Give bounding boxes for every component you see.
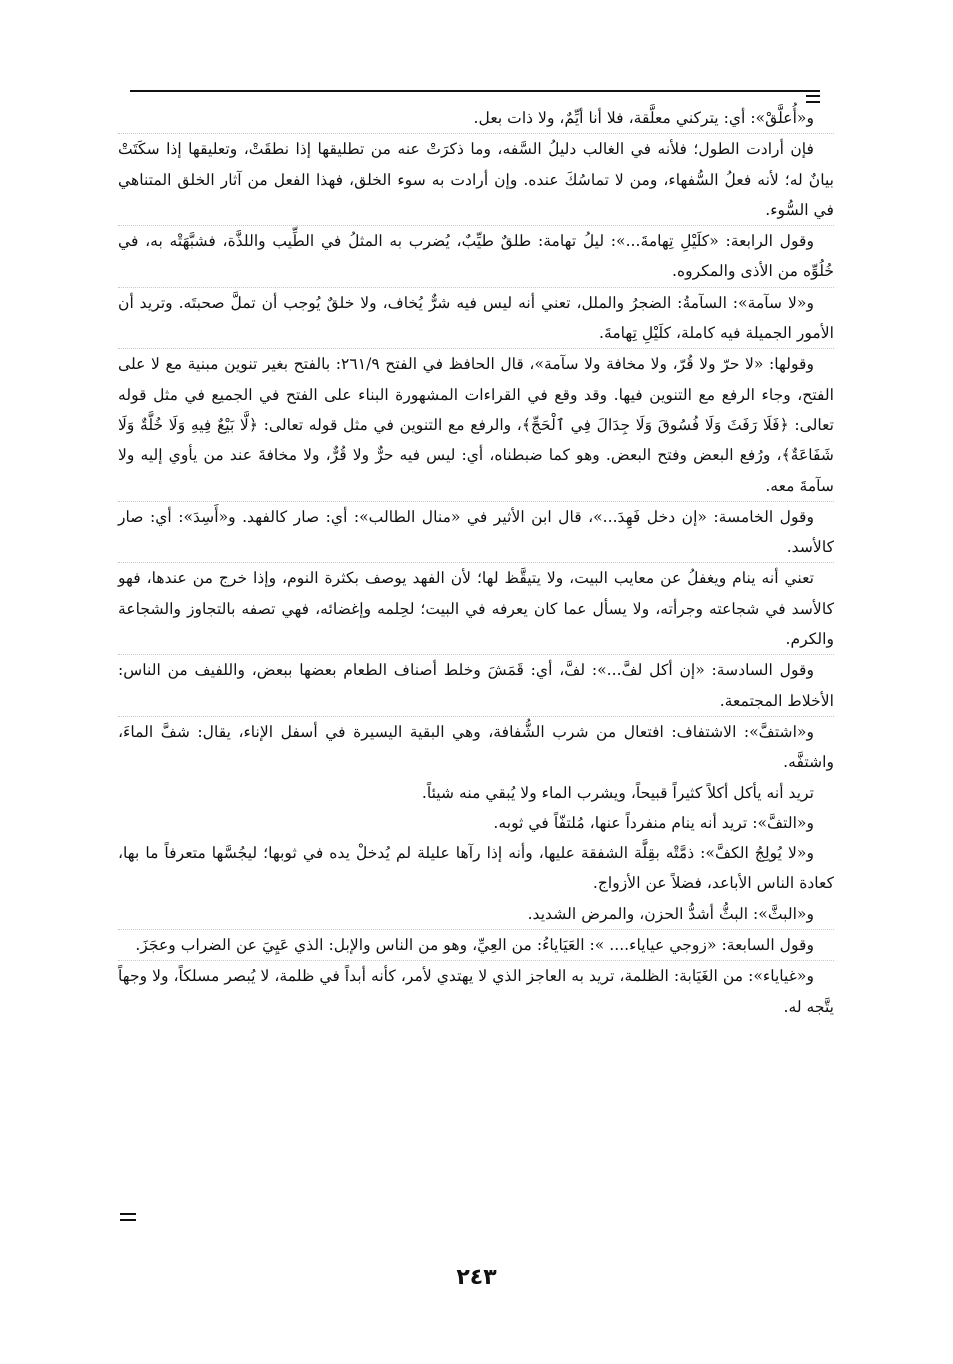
page-number: ٢٤٣ (456, 1265, 497, 1290)
paragraph-15: و«غياياء»: من الغَيَابة: الظلمة، تريد به العاجز الذي لا يهتدي لأمر، كأنه أبداً في ظلمة، لا يُبصر مسلكاً، ولا وجهاً يتَّجه له. (118, 960, 834, 1022)
paragraph-7: تعني أنه ينام ويغفلُ عن معايب البيت، ولا يتيقَّظ لها؛ لأن الفهد يوصف بكثرة النوم، وإذا خرج من عندها، فهو كالأسد في شجاعته وجرأته، ولا يسأل عما كان يعرفه في البيت؛ لحِلمه وإغضائه، فهي تصفه بالتجاوز والشجاعة والكرم. (118, 562, 834, 654)
paragraph-9: و«اشتفَّ»: الاشتفاف: افتعال من شرب الشُّفافة، وهي البقية اليسيرة في أسفل الإناء، يقال: شفَّ الماءَ، واشتفَّه. (118, 716, 834, 778)
top-horizontal-rule (130, 90, 820, 92)
paragraph-10: تريد أنه يأكل أكلاً كثيراً قبيحاً، ويشرب الماء ولا يُبقي منه شيئاً. (421, 783, 814, 802)
paragraph-6: وقول الخامسة: «إن دخل فَهِدَ...»، قال ابن الأثير في «منال الطالب»: أي: صار كالفهد. و«أَسِدَ»: أي: صار كالأسد. (118, 501, 834, 563)
top-double-line-mark (806, 95, 820, 103)
paragraph-14: وقول السابعة: «زوجي عياياء.... »: العَيَاياءُ: من العِيِّ، وهو من الناس والإبل: الذي عَيِيَ عن الضراب وعجَزَ. (118, 929, 834, 960)
paragraph-1: و«أُعلَّقْ»: أي: يتركني معلَّقة، فلا أنا أيِّمٌ، ولا ذات بعل. (473, 109, 814, 127)
body-text (118, 103, 834, 1022)
bottom-double-line-mark (120, 1213, 136, 1221)
paragraph-2: فإن أرادت الطول؛ فلأنه في الغالب دليلُ السَّفه، وما ذكرَتْ عنه من تطليقها إذا نطقَتْ، وتعليقها إذا سكَتَتْ بيانٌ له؛ لأنه فعلُ السُّفهاء، ومن لا تماسُكَ عنده. وإن أرادت به سوء الخلق، فهذا الفعل من آثار الخلق المتناهي في السُّوء. (118, 133, 834, 225)
paragraph-12: و«لا يُولِجُ الكفَّ»: ذمَّتْه بقِلَّة الشفقة عليها، وأنه إذا رآها عليلة لم يُدخلْ يده في ثوبها؛ ليجُسَّها متعرفاً ما بها، كعادة الناس الأباعد، فضلاً عن الأزواج. (118, 844, 834, 893)
paragraph-13: و«البثَّ»: البثُّ أشدُّ الحزن، والمرض الشديد. (527, 904, 814, 923)
paragraph-4: و«لا سآمة»: السآمةُ: الضجرُ والملل، تعني أنه ليس فيه شرٌّ يُخاف، ولا خلقٌ يُوجب أن تملَّ صحبتَه. وتريد أن الأمور الجميلة فيه كاملة، كلَيْلِ تِهامةَ. (118, 287, 834, 349)
paragraph-8: وقول السادسة: «إن أكل لفَّ...»: لفَّ، أي: قَمَشَ وخلط أصناف الطعام بعضها ببعض، واللفيف من الناس: الأخلاط المجتمعة. (118, 654, 834, 716)
paragraph-5: وقولها: «لا حرّ ولا قُرّ، ولا مخافة ولا سآمة»، قال الحافظ في الفتح ٢٦١/٩: بالفتح بغير تنوين مبنية مع لا على الفتح، وجاء الرفع مع التنوين فيها. وقد وقع في القراءات المشهورة البناء على الفتح في الجميع في مثل قوله تعالى: ﴿فَلَا رَفَثَ وَلَا فُسُوقَ وَلَا جِدَالَ فِي ٱلْحَجِّ﴾، والرفع مع التنوين في مثل قوله تعالى: ﴿لَّا بَيْعٌ فِيهِ وَلَا خُلَّةٌ وَلَا شَفَاعَةٌ﴾، ورُفع البعض وفتح البعض. وهو كما ضبطناه، أي: ليس فيه حرٌّ ولا قُرٌّ، ولا مخافةَ عند من يأوي إليه ولا سآمةَ معه. (118, 348, 834, 500)
paragraph-11: و«التفَّ»: تريد أنه ينام منفرداً عنها، مُلتفّاً في ثوبه. (493, 813, 814, 832)
paragraph-3: وقول الرابعة: «كلَيْلِ تِهامةَ...»: ليلُ تهامة: طلقٌ طيِّبٌ، يُضرب به المثلُ في الطِّيب واللذَّة، فشبَّهَتْه به، في خُلُوِّه من الأذى والمكروه. (118, 225, 834, 287)
